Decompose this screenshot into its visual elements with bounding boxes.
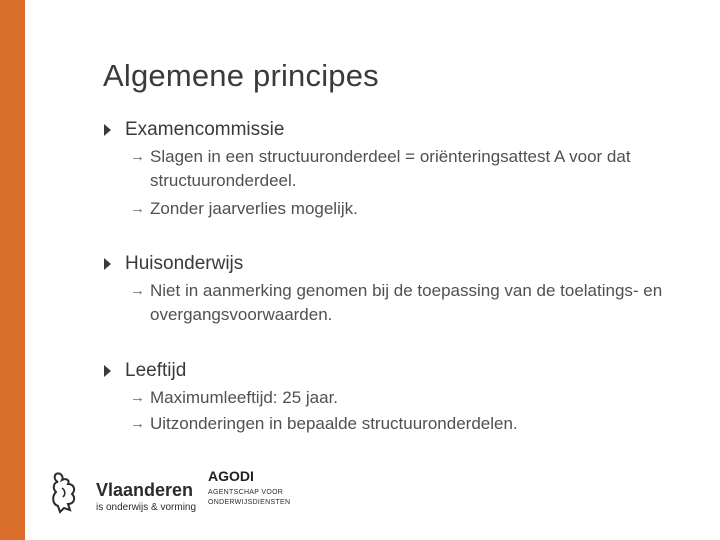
triangle-bullet-icon	[104, 258, 111, 270]
arrow-right-icon: →	[130, 200, 145, 217]
triangle-bullet-icon	[104, 365, 111, 377]
section-heading: Huisonderwijs	[125, 253, 244, 274]
arrow-right-icon: →	[130, 148, 145, 165]
triangle-bullet-icon	[104, 124, 111, 136]
section-heading: Examencommissie	[125, 119, 285, 140]
agodi-line-2: ONDERWIJSDIENSTEN	[208, 499, 291, 506]
arrow-right-icon: →	[130, 389, 145, 406]
list-item: → Maximumleeftijd: 25 jaar.	[130, 386, 670, 410]
arrow-right-icon: →	[130, 415, 145, 432]
flemish-lion-icon	[50, 470, 82, 514]
list-item: → Uitzonderingen in bepaalde structuuronderdelen.	[130, 412, 670, 436]
list-item: → Niet in aanmerking genomen bij de toepassing van de toelatings- en overgangsvoorwaarden.	[130, 281, 663, 324]
section-heading: Leeftijd	[125, 360, 187, 381]
slide-title: Algemene principes	[103, 58, 379, 93]
list-item: → Slagen in een structuuronderdeel = oriënteringsattest A voor dat structuuronderdeel.	[130, 147, 631, 190]
vlaanderen-tagline: is onderwijs & vorming	[96, 502, 197, 513]
vlaanderen-logo-text: Vlaanderen	[96, 480, 194, 500]
agodi-line-1: AGENTSCHAP VOOR	[208, 489, 284, 496]
list-item: → Zonder jaarverlies mogelijk.	[130, 197, 670, 221]
agodi-logo	[208, 468, 290, 508]
section-leeftijd	[104, 358, 670, 436]
accent-bar	[0, 0, 25, 540]
arrow-right-icon: →	[130, 282, 145, 299]
agodi-name: AGODI	[208, 468, 254, 484]
section-huisonderwijs	[104, 251, 670, 327]
section-examencommissie	[104, 117, 670, 221]
